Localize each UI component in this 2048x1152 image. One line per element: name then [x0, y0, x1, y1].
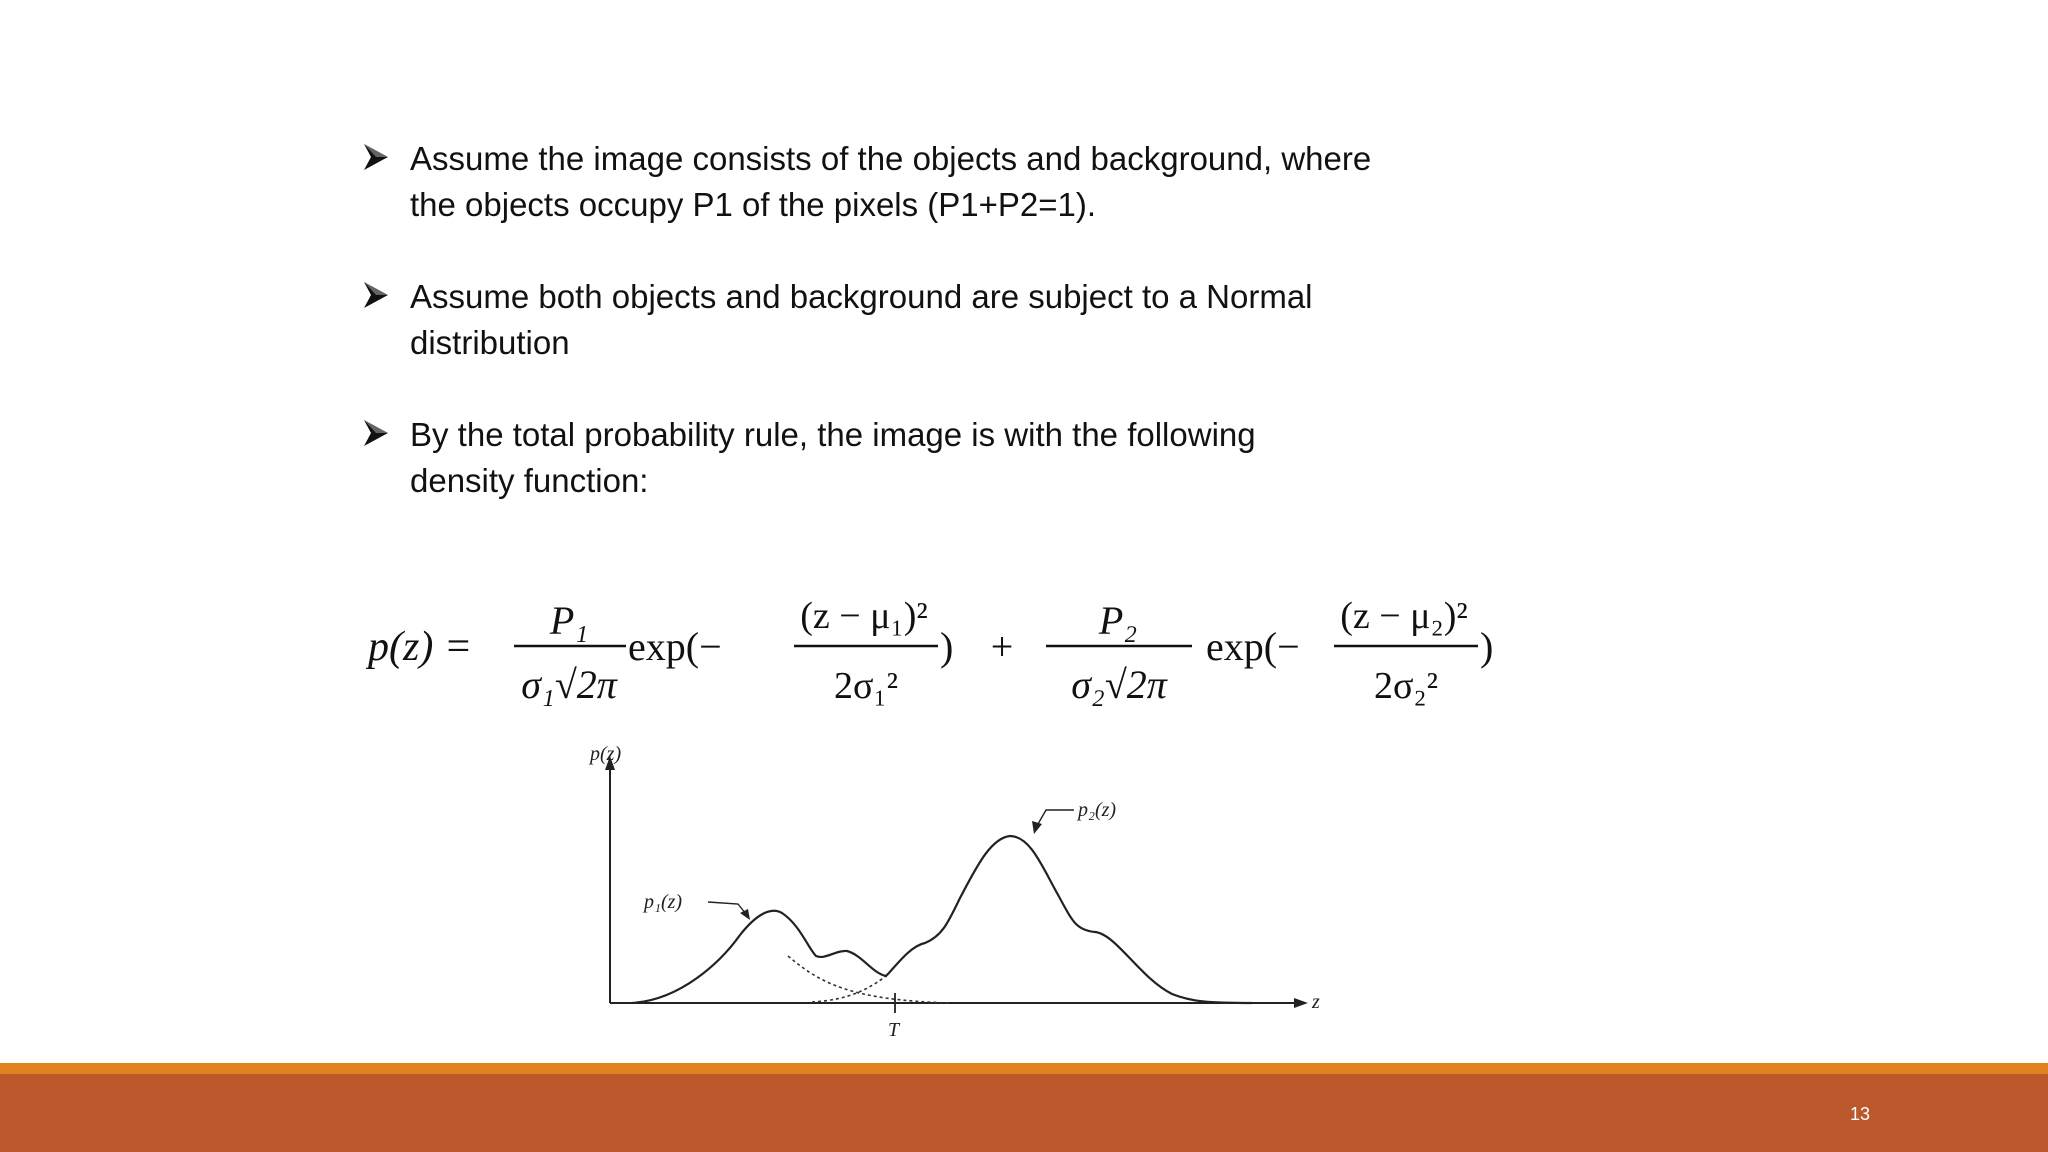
- term1-exp-denominator: 2σ₁²: [833, 665, 899, 707]
- density-curve: [632, 836, 1252, 1003]
- bullet-1-line-1: Assume the image consists of the objects and background, where: [410, 140, 1372, 177]
- term2-denominator: σ₂√2π: [1071, 662, 1167, 707]
- bullet-list: [362, 136, 1542, 550]
- bullet-text-2: [410, 274, 1542, 366]
- curve1-label: p₁(z): [644, 891, 683, 913]
- term1-exp: exp(−: [628, 624, 722, 669]
- bullet-item-1: [362, 136, 1542, 228]
- term1-exp-numerator: (z − μ₁)²: [800, 595, 928, 637]
- curve2-label: p₂(z): [1078, 799, 1117, 821]
- arrowhead-bullet-icon: [362, 278, 390, 312]
- term1-denominator: σ₁√2π: [521, 662, 617, 707]
- curve1-leader-arrow-icon: [740, 909, 750, 920]
- bullet-1-line-2: the objects occupy P1 of the pixels (P1+P2=1).: [410, 186, 1097, 223]
- x-axis-arrow-icon: [1294, 998, 1308, 1008]
- formula-plus: +: [990, 624, 1014, 669]
- bullet-3-line-2: density function:: [410, 462, 649, 499]
- arrowhead-bullet-icon: [362, 140, 390, 174]
- bullet-item-3: [362, 412, 1542, 504]
- formula-lhs: p(z) =: [368, 624, 473, 670]
- bullet-text-1: [410, 136, 1542, 228]
- term2-exp: exp(−: [1206, 624, 1300, 669]
- footer-bar: [0, 1074, 2048, 1152]
- curve1-dashed-tail: [788, 956, 950, 1003]
- bullet-3-line-1: By the total probability rule, the image is with the following: [410, 416, 1256, 453]
- term2-exp-numerator: (z − μ₂)²: [1340, 595, 1468, 637]
- curve2-leader-arrow-icon: [1032, 821, 1042, 834]
- term2-numerator: P₂: [1098, 598, 1138, 643]
- footer-accent-stripe: [0, 1063, 2048, 1074]
- x-axis-label: z: [1312, 991, 1320, 1013]
- density-formula: [366, 588, 1546, 718]
- term2-close: ): [1480, 624, 1494, 669]
- arrowhead-bullet-icon: [362, 416, 390, 450]
- bullet-text-3: [410, 412, 1542, 504]
- page-number: 13: [1849, 1104, 1870, 1124]
- threshold-label: T: [888, 1019, 900, 1038]
- y-axis-label: p(z): [590, 743, 622, 765]
- curve2-leader-line: [1038, 810, 1074, 824]
- bullet-2-line-1: Assume both objects and background are subject to a Normal: [410, 278, 1313, 315]
- term1-numerator: P₁: [549, 598, 589, 643]
- term2-exp-denominator: 2σ₂²: [1373, 665, 1439, 707]
- term1-close: ): [940, 624, 954, 669]
- curve1-leader-line: [708, 902, 746, 914]
- bimodal-histogram-graph: [560, 738, 1340, 1038]
- bullet-2-line-2: distribution: [410, 324, 570, 361]
- bullet-item-2: [362, 274, 1542, 366]
